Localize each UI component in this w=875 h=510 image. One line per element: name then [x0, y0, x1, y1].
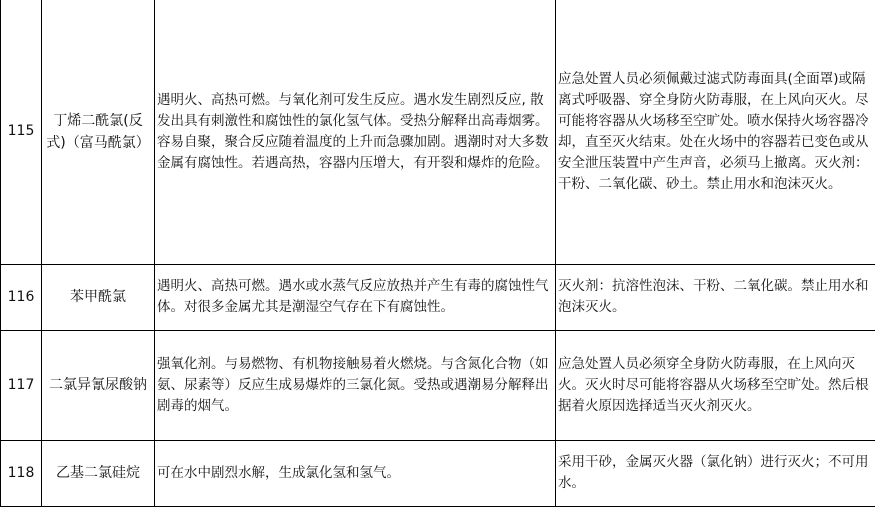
row-number: 115	[1, 0, 42, 264]
row-number: 117	[1, 330, 42, 440]
emergency-response: 应急处置人员必须佩戴过滤式防毒面具(全面罩)或隔离式呼吸器、穿全身防火防毒服，在上风向灭火。尽可能将容器从火场移至空旷处。喷水保持火场容器冷却，直至灭火结束。处在火场中的容器若已变色或从安全泄压装置中产生声音，必须马上撤离。灭火剂：干粉、二氧化碳、砂土。禁止用水和泡沫灭火。	[556, 0, 875, 264]
chemical-name: 苯甲酰氯	[42, 264, 155, 330]
table-row	[1, 440, 875, 506]
hazard-description: 遇明火、高热可燃。与氧化剂可发生反应。遇水发生剧烈反应, 散发出具有刺激性和腐蚀性的氯化氢气体。受热分解释出高毒烟雾。容易自聚，聚合反应随着温度的上升而急骤加剧。遇潮时对大多数金属有腐蚀性。若遇高热，容器内压增大，有开裂和爆炸的危险。	[155, 0, 556, 264]
hazard-description: 可在水中剧烈水解，生成氯化氢和氢气。	[155, 440, 556, 506]
emergency-response: 采用干砂，金属灭火器（氯化钠）进行灭火；不可用水。	[556, 440, 875, 506]
row-number: 118	[1, 440, 42, 506]
table-row	[1, 264, 875, 330]
chemical-name: 乙基二氯硅烷	[42, 440, 155, 506]
hazard-description: 遇明火、高热可燃。遇水或水蒸气反应放热并产生有毒的腐蚀性气体。对很多金属尤其是潮湿空气存在下有腐蚀性。	[155, 264, 556, 330]
chemical-name: 丁烯二酰氯(反式)（富马酰氯）	[42, 0, 155, 264]
table-row	[1, 330, 875, 440]
emergency-response: 应急处置人员必须穿全身防火防毒服，在上风向灭火。灭火时尽可能将容器从火场移至空旷处。然后根据着火原因选择适当灭火剂灭火。	[556, 330, 875, 440]
table-row	[1, 0, 875, 264]
chemical-name: 二氯异氰尿酸钠	[42, 330, 155, 440]
hazard-description: 强氧化剂。与易燃物、有机物接触易着火燃烧。与含氮化合物（如氨、尿素等）反应生成易爆炸的三氯化氮。受热或遇潮易分解释出剧毒的烟气。	[155, 330, 556, 440]
row-number: 116	[1, 264, 42, 330]
emergency-response: 灭火剂：抗溶性泡沫、干粉、二氧化碳。禁止用水和泡沫灭火。	[556, 264, 875, 330]
